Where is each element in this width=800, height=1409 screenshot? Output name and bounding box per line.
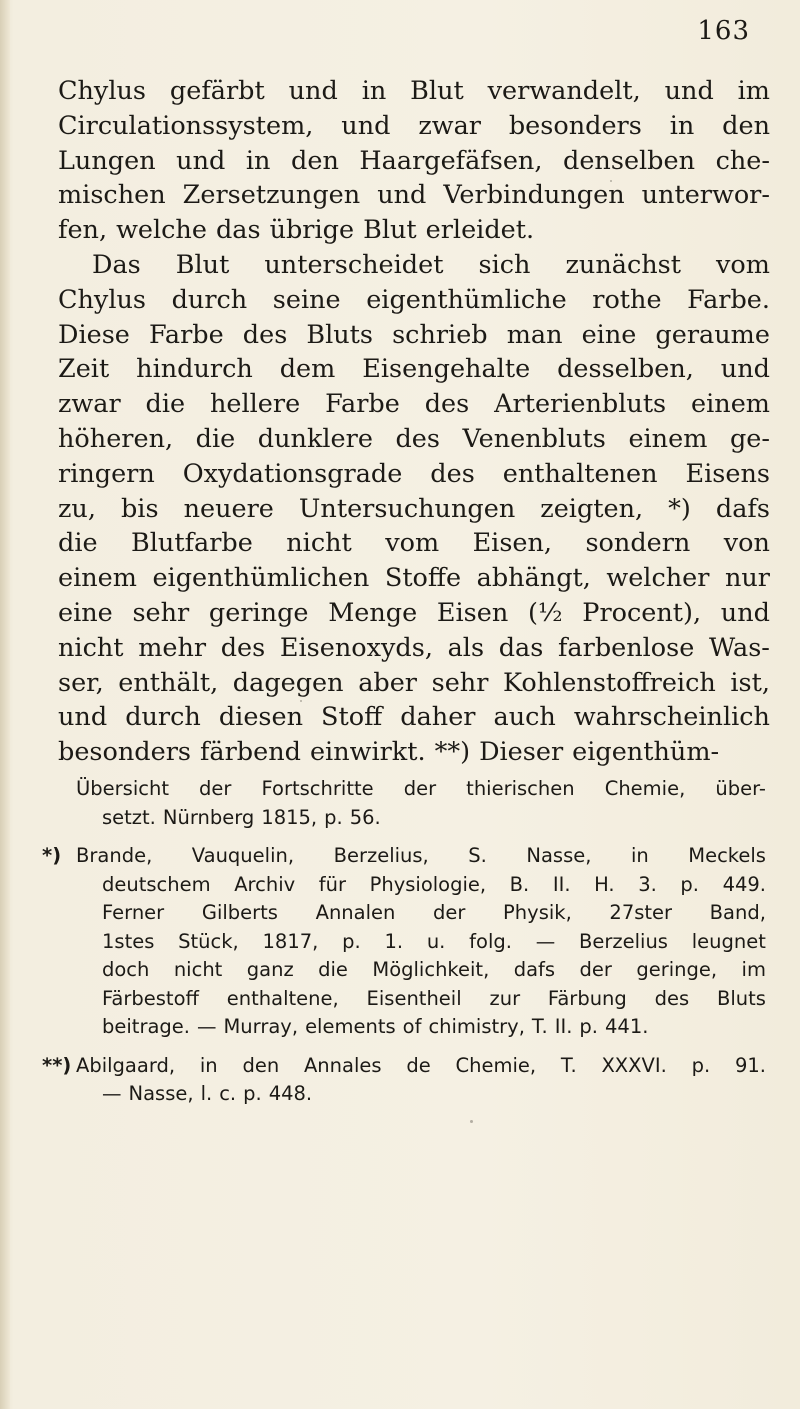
footnote — [76, 775, 766, 832]
footnote-line: 1stes Stück, 1817, p. 1. u. folg. — Berzelius leugnet — [102, 929, 766, 953]
footnote-line: — Nasse, l. c. p. 448. — [102, 1082, 313, 1105]
text-line: zu, bis neuere Untersuchungen zeigten, *) dafs — [58, 493, 770, 524]
footnotes — [42, 775, 766, 1119]
page-spine-shadow — [0, 0, 10, 1409]
footnote-line: beitrage. — Murray, elements of chimistry, T. II. p. 441. — [102, 1015, 649, 1038]
text-line: Chylus durch seine eigenthümliche rothe Farbe. — [58, 284, 770, 315]
text-line: zwar die hellere Farbe des Arterienbluts einem — [58, 389, 770, 420]
text-line: Lungen und in den Haargefäfsen, denselben che- — [58, 145, 770, 176]
footnote-line: setzt. Nürnberg 1815, p. 56. — [102, 805, 381, 829]
text-line: besonders färbend einwirkt. **) Dieser eigenthüm- — [58, 737, 720, 768]
footnote-line: doch nicht ganz die Möglichkeit, dafs der geringe, im — [102, 958, 766, 981]
footnote-line: Übersicht der Fortschritte der thierischen Chemie, über- — [76, 777, 766, 800]
text-line: fen, welche das übrige Blut erleidet. — [58, 215, 535, 246]
text-line: höheren, die dunklere des Venenbluts einem ge- — [58, 423, 770, 454]
text-line: Das Blut unterscheidet sich zunächst vom — [92, 249, 770, 280]
footnote-line: Brande, Vauquelin, Berzelius, S. Nasse, in Meckels — [76, 844, 766, 867]
footnote — [42, 1052, 766, 1109]
text-line: und durch diesen Stoff daher auch wahrscheinlich — [58, 702, 770, 733]
footnote-line: deutschem Archiv für Physiologie, B. II. H. 3. p. 449. — [102, 872, 766, 896]
footnote-marker: *) — [42, 844, 62, 867]
text-line: mischen Zersetzungen und Verbindungen unterwor- — [58, 180, 770, 211]
text-line: eine sehr geringe Menge Eisen (½ Procent), und — [58, 597, 770, 628]
text-line: Chylus gefärbt und in Blut verwandelt, und im — [58, 76, 770, 106]
text-line: Diese Farbe des Bluts schrieb man eine geraume — [58, 319, 770, 350]
text-line: einem eigenthümlichen Stoffe abhängt, welcher nur — [58, 563, 770, 594]
paper-speck — [470, 1120, 473, 1123]
paper-speck — [610, 180, 612, 182]
footnote — [42, 842, 766, 1042]
text-line: ringern Oxydationsgrade des enthaltenen Eisens — [58, 458, 770, 489]
footnote-line: Färbestoff enthaltene, Eisentheil zur Färbung des Bluts — [102, 986, 766, 1010]
text-line: Circulationssystem, und zwar besonders in den — [58, 110, 770, 141]
text-line: die Blutfarbe nicht vom Eisen, sondern von — [58, 528, 770, 559]
footnote-line: Ferner Gilberts Annalen der Physik, 27ster Band, — [102, 901, 766, 924]
footnote-marker: **) — [42, 1053, 72, 1077]
footnote-line: Abilgaard, in den Annales de Chemie, T. XXXVI. p. 91. — [76, 1053, 766, 1077]
paper-speck — [300, 700, 302, 702]
body-text — [58, 74, 770, 770]
page-number: 163 — [697, 16, 750, 46]
text-line: nicht mehr des Eisenoxyds, als das farbenlose Was- — [58, 632, 770, 663]
text-line: ser, enthält, dagegen aber sehr Kohlenstoffreich ist, — [58, 667, 770, 698]
text-line: Zeit hindurch dem Eisengehalte desselben, und — [58, 354, 770, 385]
